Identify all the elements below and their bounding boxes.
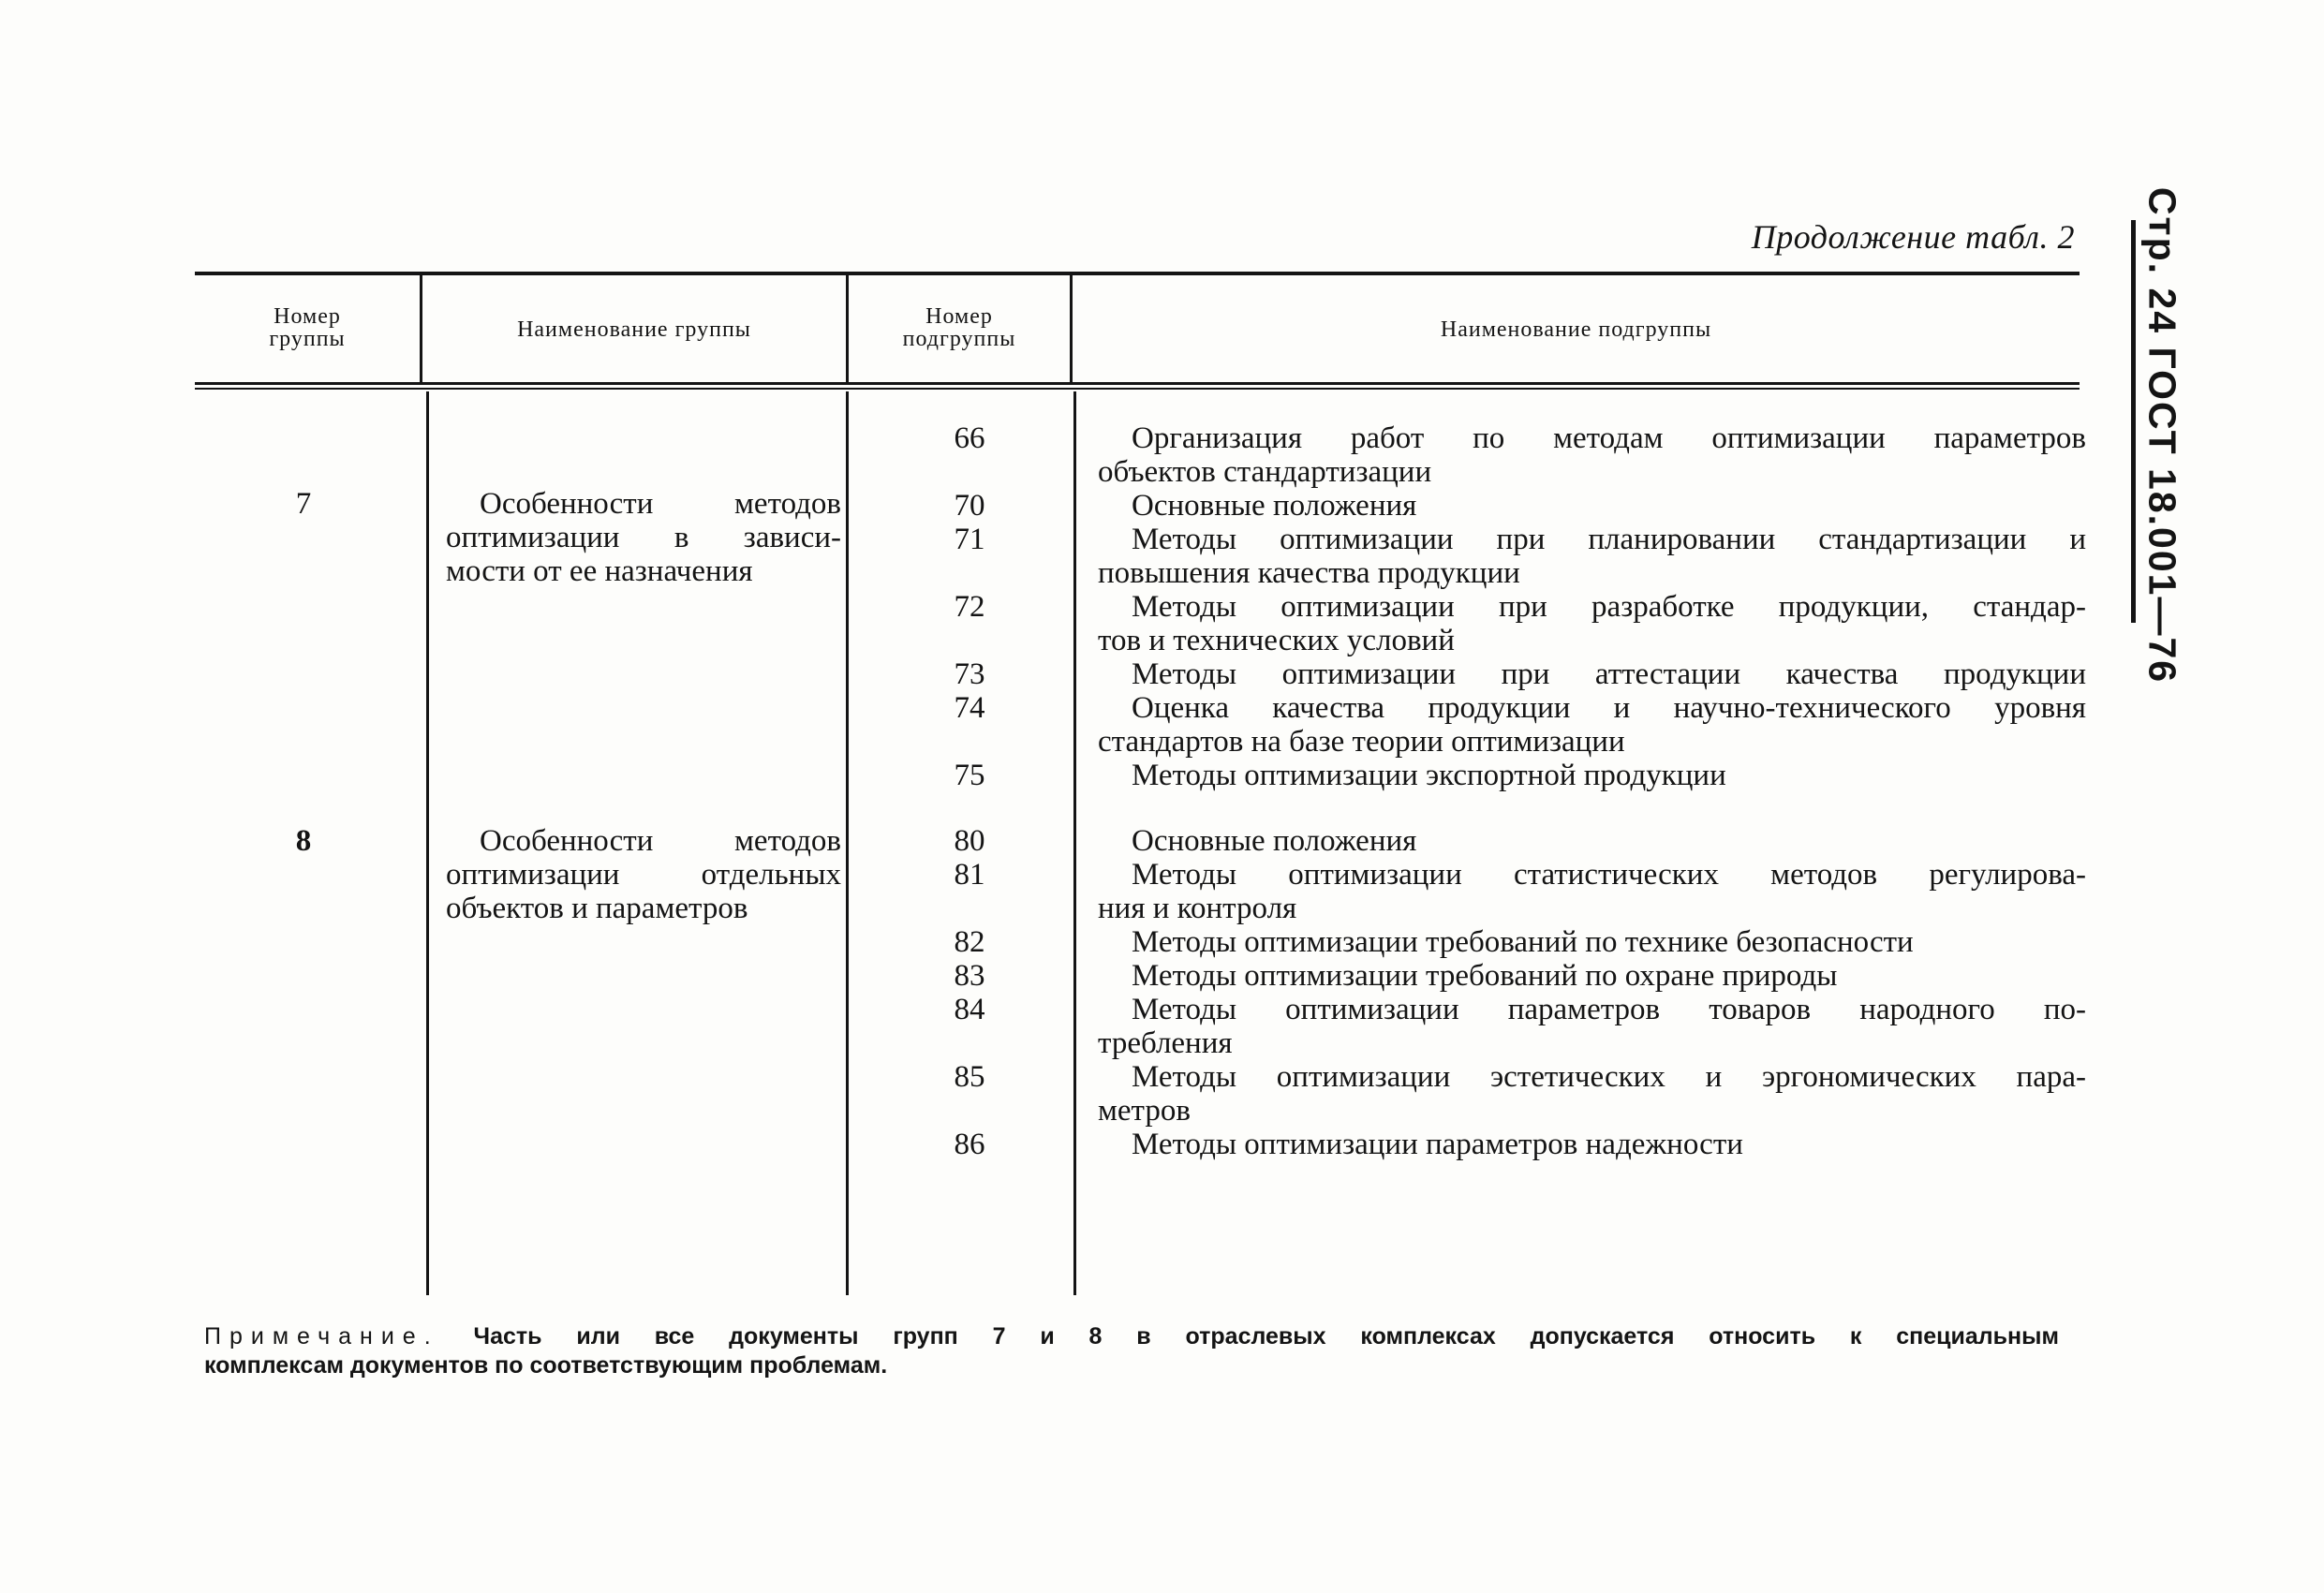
subgroup-name-line: повышения качества продукции xyxy=(1098,556,1520,590)
subgroup-number: 84 xyxy=(954,993,985,1026)
subgroup-name-line: Методы оптимизации экспортной продукции xyxy=(1132,759,1726,792)
subgroup-number: 83 xyxy=(954,959,985,993)
subgroup-name-line: ния и контроля xyxy=(1098,892,1297,925)
group-name-line: объектов и параметров xyxy=(446,892,748,925)
group-name-line: оптимизации отдельных xyxy=(446,858,841,892)
header-bottom-rule xyxy=(195,382,2080,385)
header-group-number: Номер группы xyxy=(269,304,346,351)
note-text-2: комплексам документов по соответствующим проблемам. xyxy=(204,1352,888,1379)
subgroup-number: 86 xyxy=(954,1128,985,1161)
subgroup-name-line: Методы оптимизации требований по технике безопасности xyxy=(1132,925,1914,959)
subgroup-name xyxy=(1098,759,2086,792)
subgroup-name-line: Методы оптимизации статистических методов регулирова- xyxy=(1132,858,2086,892)
subgroup-name-line: объектов стандартизации xyxy=(1098,455,1432,489)
table-top-rule xyxy=(195,272,2080,275)
subgroup-name-line: Методы оптимизации эстетических и эргономических пара- xyxy=(1132,1060,2086,1094)
subgroup-number: 80 xyxy=(954,824,985,858)
group-name-line: Особенности методов xyxy=(480,824,841,858)
subgroup-number: 81 xyxy=(954,858,985,892)
subgroup-name-line: Методы оптимизации при планировании стандартизации и xyxy=(1132,523,2086,556)
header-subgroup-name: Наименование подгруппы xyxy=(1440,317,1712,342)
header-bottom-rule-2 xyxy=(195,388,2080,390)
subgroup-number: 82 xyxy=(954,925,985,959)
subgroup-name xyxy=(1098,590,2086,657)
note-label: Примечание. xyxy=(204,1323,439,1350)
subgroup-name xyxy=(1098,993,2086,1060)
header-subgroup-number: Номер подгруппы xyxy=(902,304,1016,351)
subgroup-name xyxy=(1098,489,2086,523)
subgroup-number: 70 xyxy=(954,489,985,523)
table-caption: Продолжение табл. 2 xyxy=(1751,218,2075,256)
subgroup-name-line: Методы оптимизации требований по охране природы xyxy=(1132,959,1838,993)
page-header-text: Стр. 24 ГОСТ 18.001—76 xyxy=(2140,186,2184,685)
group-number: 8 xyxy=(295,824,312,858)
note-line-1 xyxy=(204,1322,2059,1351)
subgroup-name-line: Основные положения xyxy=(1132,824,1417,858)
subgroup-name-line: Методы оптимизации при аттестации качества продукции xyxy=(1132,657,2086,691)
group-number: 7 xyxy=(295,487,312,521)
subgroup-name xyxy=(1098,523,2086,590)
subgroup-name-line: требления xyxy=(1098,1026,1233,1060)
group-name-line: оптимизации в зависи- xyxy=(446,521,841,554)
subgroup-name-line: Основные положения xyxy=(1132,489,1417,523)
subgroup-name-line: тов и технических условий xyxy=(1098,624,1455,657)
subgroup-name-line: метров xyxy=(1098,1094,1191,1128)
subgroup-number: 85 xyxy=(954,1060,985,1094)
subgroup-number: 72 xyxy=(954,590,985,624)
subgroup-name xyxy=(1098,925,2086,959)
subgroup-number: 73 xyxy=(954,657,985,691)
subgroup-name xyxy=(1098,1060,2086,1128)
subgroup-number: 71 xyxy=(954,523,985,556)
subgroup-name xyxy=(1098,691,2086,759)
subgroup-number: 66 xyxy=(954,421,985,455)
group-name-line: мости от ее назначения xyxy=(446,554,753,588)
subgroup-name-line: Методы оптимизации параметров товаров народного по- xyxy=(1132,993,2086,1026)
subgroup-name-line: Организация работ по методам оптимизации параметров xyxy=(1132,421,2086,455)
body-divider-3 xyxy=(1073,391,1076,1295)
subgroup-name xyxy=(1098,858,2086,925)
body-divider-1 xyxy=(426,391,429,1295)
subgroup-name-line: Оценка качества продукции и научно-технического уровня xyxy=(1132,691,2086,725)
table-note xyxy=(204,1322,2059,1380)
subgroup-number: 74 xyxy=(954,691,985,725)
subgroup-name-line: стандартов на базе теории оптимизации xyxy=(1098,725,1625,759)
subgroup-name xyxy=(1098,421,2086,489)
subgroup-name xyxy=(1098,657,2086,691)
page-header-vertical xyxy=(2124,186,2199,685)
subgroup-name xyxy=(1098,959,2086,993)
note-text-1: Часть или все документы групп 7 и 8 в отраслевых комплексах допускается относить к специальным xyxy=(473,1323,2059,1350)
subgroup-name-line: Методы оптимизации параметров надежности xyxy=(1132,1128,1743,1161)
subgroup-number: 75 xyxy=(954,759,985,792)
body-divider-2 xyxy=(846,391,849,1295)
subgroup-name-line: Методы оптимизации при разработке продукции, стандар- xyxy=(1132,590,2086,624)
subgroup-name xyxy=(1098,824,2086,858)
header-group-name: Наименование группы xyxy=(517,317,751,342)
subgroup-name xyxy=(1098,1128,2086,1161)
group-name-line: Особенности методов xyxy=(480,487,841,521)
